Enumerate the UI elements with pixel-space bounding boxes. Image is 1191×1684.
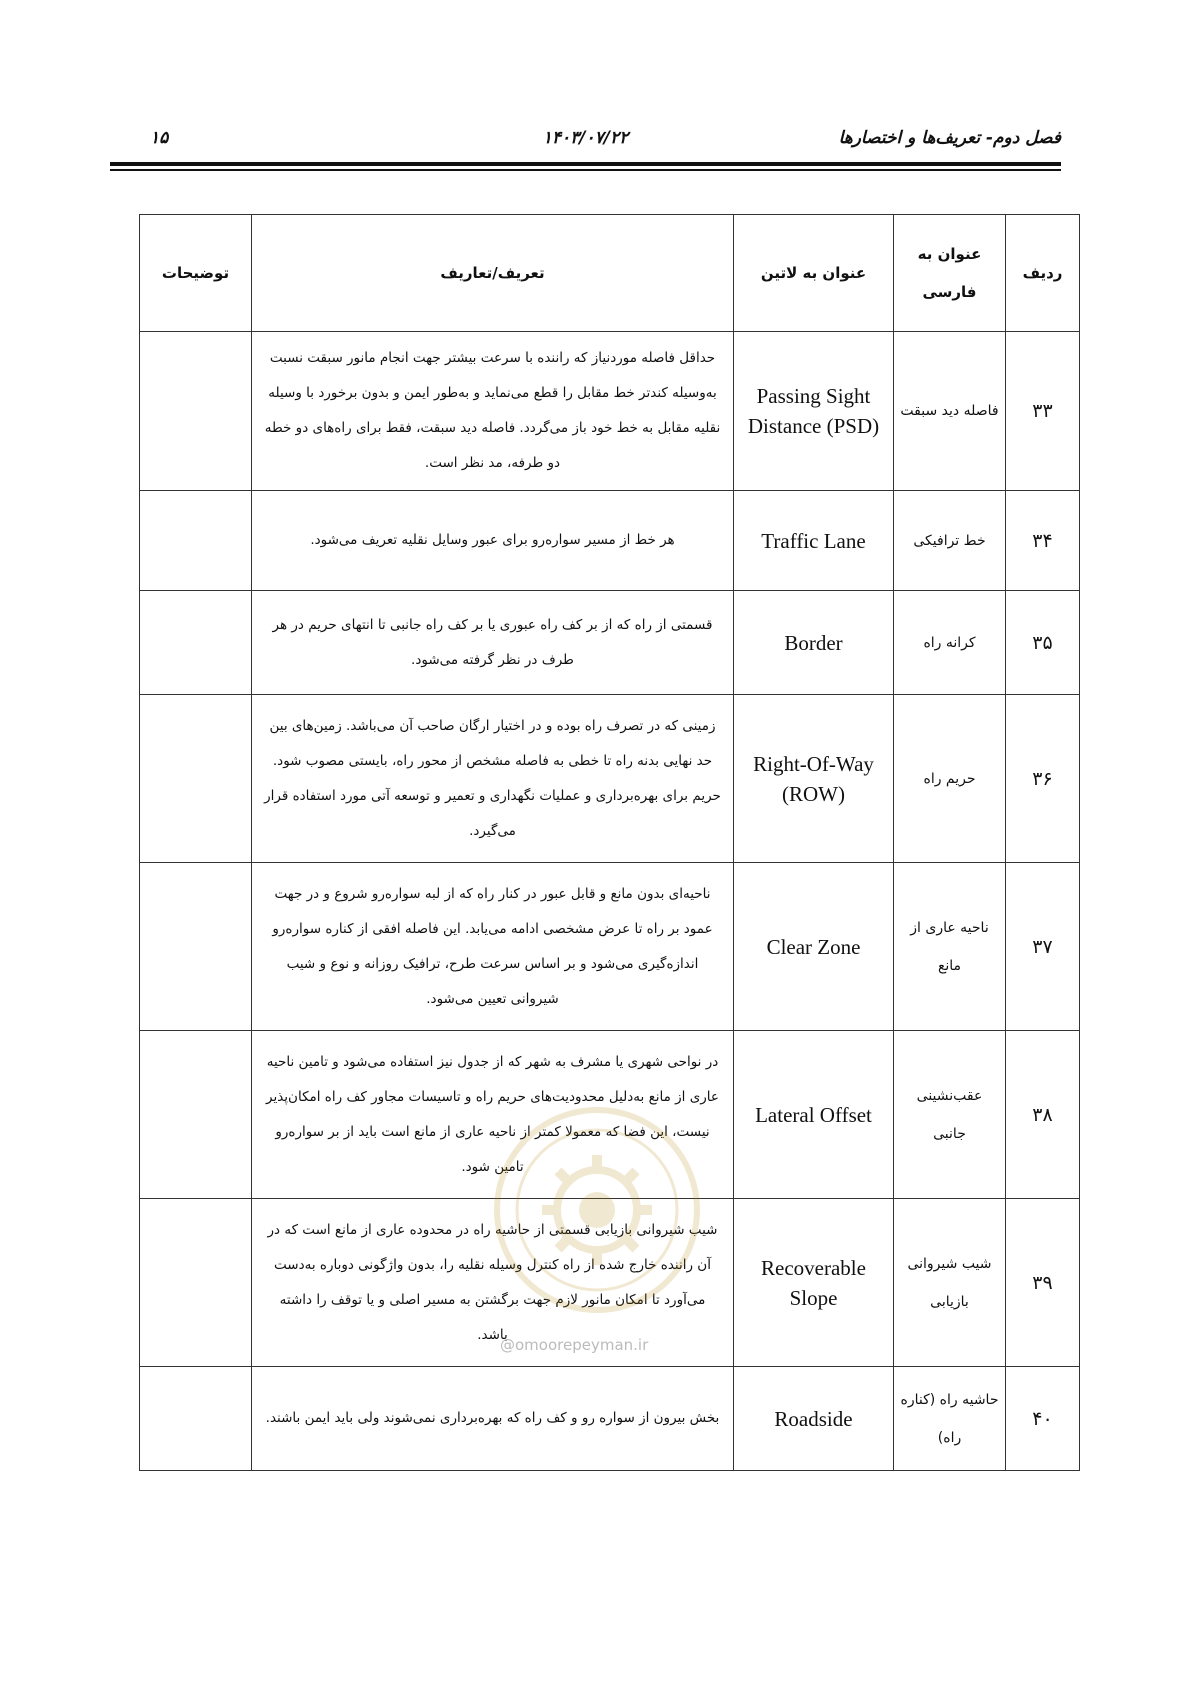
notes — [140, 1199, 252, 1367]
table-row — [140, 491, 1080, 591]
page-header — [110, 128, 1061, 158]
header-row-number: ردیف — [1006, 215, 1080, 332]
chapter-title: فصل دوم- تعریف‌ها و اختصارها — [838, 128, 1061, 148]
persian-title: شیب شیروانی بازیابی — [894, 1199, 1006, 1367]
latin-title: Lateral Offset — [734, 1031, 894, 1199]
notes — [140, 1367, 252, 1471]
row-number: ۴۰ — [1006, 1367, 1080, 1471]
persian-title: ناحیه عاری از مانع — [894, 863, 1006, 1031]
document-date: ۱۴۰۳/۰۷/۲۲ — [542, 128, 629, 148]
table-row — [140, 591, 1080, 695]
definition: هر خط از مسیر سواره‌رو برای عبور وسایل نقلیه تعریف می‌شود. — [252, 491, 734, 591]
persian-title: عقب‌نشینی جانبی — [894, 1031, 1006, 1199]
table-row — [140, 863, 1080, 1031]
notes — [140, 695, 252, 863]
notes — [140, 1031, 252, 1199]
persian-title: خط ترافیکی — [894, 491, 1006, 591]
definition: در نواحی شهری یا مشرف به شهر که از جدول نیز استفاده می‌شود و تامین ناحیه عاری از مانع به‌دلیل محدودیت‌های حریم راه و تاسیسات مجاور کف راه امکان‌پذیر نیست، این فضا که معمولا کمتر از ناحیه عاری از مانع است باید از بر سواره‌رو تامین شود. — [252, 1031, 734, 1199]
row-number: ۳۷ — [1006, 863, 1080, 1031]
row-number: ۳۳ — [1006, 332, 1080, 491]
definition: قسمتی از راه که از بر کف راه عبوری یا بر کف راه جانبی تا انتهای حریم در هر طرف در نظر گرفته می‌شود. — [252, 591, 734, 695]
persian-title: فاصله دید سبقت — [894, 332, 1006, 491]
notes — [140, 863, 252, 1031]
row-number: ۳۶ — [1006, 695, 1080, 863]
table-row — [140, 332, 1080, 491]
latin-title: Recoverable Slope — [734, 1199, 894, 1367]
definition: حداقل فاصله موردنیاز که راننده با سرعت بیشتر جهت انجام مانور سبقت نسبت به‌وسیله کندتر خط مقابل را قطع می‌نماید و به‌طور ایمن و بدون برخورد با وسیله نقلیه مقابل به خط خود باز می‌گردد. فاصله دید سبقت، فقط برای راه‌های دو خطه دو طرفه، مد نظر است. — [252, 332, 734, 491]
header-notes: توضیحات — [140, 215, 252, 332]
latin-title: Border — [734, 591, 894, 695]
header-latin-title: عنوان به لاتین — [734, 215, 894, 332]
notes — [140, 591, 252, 695]
latin-title: Traffic Lane — [734, 491, 894, 591]
header-persian-title: عنوان به فارسی — [894, 215, 1006, 332]
row-number: ۳۴ — [1006, 491, 1080, 591]
table-header-row — [140, 215, 1080, 332]
definition: ناحیه‌ای بدون مانع و قابل عبور در کنار راه که از لبه سواره‌رو شروع و در جهت عمود بر راه تا عرض مشخصی ادامه می‌یابد. این فاصله افقی از کناره سواره‌رو اندازه‌گیری می‌شود و بر اساس سرعت طرح، ترافیک روزانه و نوع و شیب شیروانی تعیین می‌شود. — [252, 863, 734, 1031]
notes — [140, 332, 252, 491]
latin-title: Roadside — [734, 1367, 894, 1471]
persian-title: کرانه راه — [894, 591, 1006, 695]
header-rule-thin — [110, 169, 1061, 171]
watermark-text: @omoorepeyman.ir — [500, 1336, 649, 1354]
page-number: ۱۵ — [150, 128, 169, 148]
persian-title: حریم راه — [894, 695, 1006, 863]
definition: زمینی که در تصرف راه بوده و در اختیار ارگان صاحب آن می‌باشد. زمین‌های بین حد نهایی بدنه راه تا خطی به فاصله مشخص از محور راه، بایستی مصوب شود. حریم برای بهره‌برداری و عملیات نگهداری و تعمیر و توسعه آتی مورد استفاده قرار می‌گیرد. — [252, 695, 734, 863]
row-number: ۳۹ — [1006, 1199, 1080, 1367]
definition: شیب شیروانی بازیابی قسمتی از حاشیه راه در محدوده عاری از مانع است که در آن راننده خارج شده از راه کنترل وسیله نقلیه را، بدون واژگونی دوباره به‌دست می‌آورد تا امکان مانور لازم جهت برگشتن به مسیر اصلی و یا توقف را داشته باشد. — [252, 1199, 734, 1367]
header-definition: تعریف/تعاریف — [252, 215, 734, 332]
latin-title: Clear Zone — [734, 863, 894, 1031]
latin-title: Right-Of-Way (ROW) — [734, 695, 894, 863]
table-row — [140, 695, 1080, 863]
persian-title: حاشیه راه (کناره راه) — [894, 1367, 1006, 1471]
latin-title: Passing Sight Distance (PSD) — [734, 332, 894, 491]
header-rule-thick — [110, 162, 1061, 166]
notes — [140, 491, 252, 591]
row-number: ۳۸ — [1006, 1031, 1080, 1199]
row-number: ۳۵ — [1006, 591, 1080, 695]
definition: بخش بیرون از سواره رو و کف راه که بهره‌برداری نمی‌شوند ولی باید ایمن باشند. — [252, 1367, 734, 1471]
table-row — [140, 1367, 1080, 1471]
seal-watermark-icon — [487, 1100, 707, 1320]
